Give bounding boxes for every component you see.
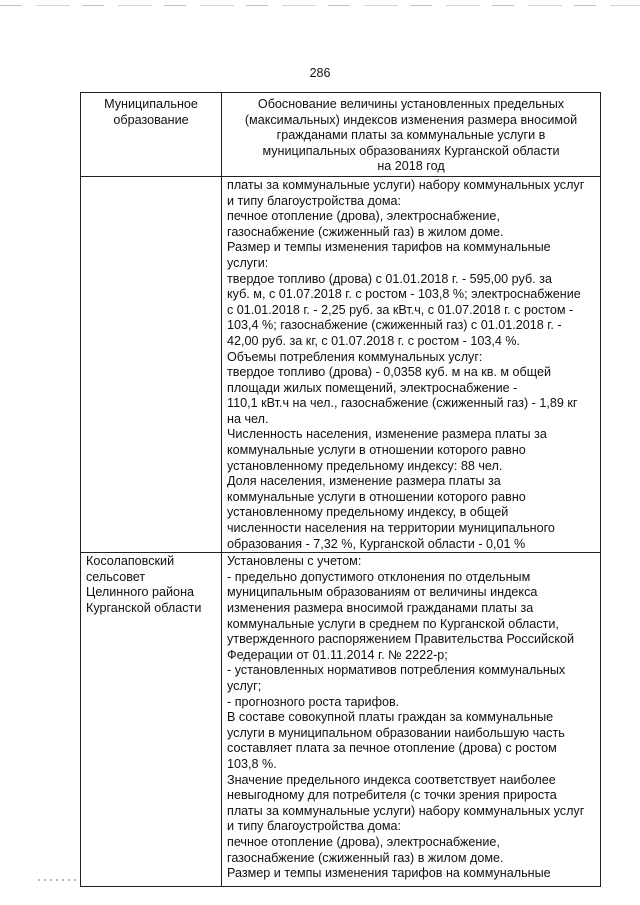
text-line: гражданами платы за коммунальные услуги в — [276, 128, 546, 143]
text-line: газоснабжение (сжиженный газ) в жилом доме. — [227, 224, 504, 239]
text-line: 103,4 %; газоснабжение (сжиженный газ) с 01.01.2018 г. - — [227, 318, 562, 333]
text-line: платы за коммунальные услуги) набору коммунальных услуг — [227, 803, 585, 818]
text-line: площади жилых помещений, электроснабжение - — [227, 380, 518, 395]
text-line: на 2018 год — [377, 159, 445, 174]
text-line: изменения размера вносимой гражданами платы за — [227, 601, 534, 615]
text-line: Размер и темпы изменения тарифов на коммунальные — [227, 240, 551, 255]
text-line: Целинного района — [86, 585, 195, 600]
text-line: твердое топливо (дрова) с 01.01.2018 г. - 595,00 руб. за — [227, 271, 552, 286]
text-line: коммунальные услуги в среднем по Курганской области, — [227, 616, 559, 631]
text-line: куб. м, с 01.07.2018 г. с ростом - 103,8 %; электроснабжение — [227, 287, 581, 302]
text-line: коммунальные услуги в отношении которого равно — [227, 489, 526, 504]
text-line: образование — [113, 112, 189, 127]
text-line: Курганской области — [86, 601, 202, 615]
table-row — [81, 176, 601, 552]
row-justification-cell — [222, 553, 601, 887]
text-line: Объемы потребления коммунальных услуг: — [227, 349, 483, 364]
text-line: - прогнозного роста тарифов. — [227, 694, 400, 709]
text-line: 103,8 %. — [227, 756, 277, 771]
text-line: сельсовет — [86, 569, 146, 584]
text-line: 42,00 руб. за кг, с 01.07.2018 г. с ростом - 103,4 %. — [227, 333, 521, 348]
text-line: численности населения на территории муниципального — [227, 521, 555, 536]
scan-artifact-dots — [38, 879, 78, 881]
text-line: установленному предельному индексу, в общей — [227, 505, 509, 520]
text-line: муниципальным образованиям от величины индекса — [227, 585, 538, 600]
text-line: Размер и темпы изменения тарифов на коммунальные — [227, 866, 551, 881]
header-municipality-cell — [81, 93, 222, 177]
scan-edge-line — [0, 5, 640, 6]
text-line: на чел. — [227, 411, 269, 426]
text-line: и типу благоустройства дома: — [227, 819, 402, 834]
text-line: Обоснование величины установленных предельных — [257, 97, 565, 111]
text-line: платы за коммунальные услуги) набору коммунальных услуг — [227, 177, 585, 192]
text-line: - установленных нормативов потребления коммунальных — [227, 663, 566, 678]
text-line: утвержденного распоряжением Правительства Российской — [227, 632, 575, 647]
tariff-justification-table — [80, 92, 601, 887]
text-line: составляет плата за печное отопление (дрова) с ростом — [227, 741, 557, 756]
text-line: установленному предельному индексу: 88 чел. — [227, 458, 503, 473]
text-line: твердое топливо (дрова) - 0,0358 куб. м на кв. м общей — [227, 365, 552, 380]
text-line: услуг; — [227, 678, 262, 693]
text-line: услуги: — [227, 255, 269, 270]
text-line: Доля населения, изменение размера платы за — [227, 474, 501, 489]
text-line: печное отопление (дрова), электроснабжение, — [227, 209, 500, 224]
text-line: невыгодному для потребителя (с точки зрения прироста — [227, 788, 557, 803]
text-line: - предельно допустимого отклонения по отдельным — [227, 569, 531, 584]
text-line: Численность населения, изменение размера платы за — [227, 427, 547, 442]
table-row — [81, 553, 601, 887]
row-justification-cell — [222, 176, 601, 552]
text-line: 110,1 кВт.ч на чел., газоснабжение (сжиженный газ) - 1,89 кг — [227, 396, 578, 411]
text-line: Федерации от 01.11.2014 г. № 2222-р; — [227, 647, 448, 662]
text-line: газоснабжение (сжиженный газ) в жилом доме. — [227, 850, 504, 865]
text-line: (максимальных) индексов изменения размера вносимой — [244, 112, 578, 127]
text-line: В составе совокупной платы граждан за коммунальные — [227, 710, 554, 725]
text-line: услуги в муниципальном образовании наибольшую часть — [227, 725, 565, 740]
text-line: Муниципальное — [104, 97, 198, 111]
row-municipality-cell — [81, 176, 222, 552]
text-line: с 01.01.2018 г. - 2,25 руб. за кВт.ч, с 01.07.2018 г. с ростом - — [227, 302, 574, 317]
text-line: Значение предельного индекса соответствует наиболее — [227, 772, 556, 787]
text-line: и типу благоустройства дома: — [227, 193, 402, 208]
header-justification-cell — [222, 93, 601, 177]
text-line: печное отопление (дрова), электроснабжение, — [227, 834, 500, 849]
text-line: коммунальные услуги в отношении которого равно — [227, 443, 526, 458]
table-header-row — [81, 93, 601, 177]
text-line: Косолаповский — [86, 554, 175, 569]
page-number: 286 — [309, 66, 331, 80]
row-municipality-cell — [81, 553, 222, 887]
text-line: Установлены с учетом: — [227, 554, 362, 569]
text-line: образования - 7,32 %, Курганской области - 0,01 % — [227, 536, 526, 551]
text-line: муниципальных образованиях Курганской области — [262, 143, 560, 158]
